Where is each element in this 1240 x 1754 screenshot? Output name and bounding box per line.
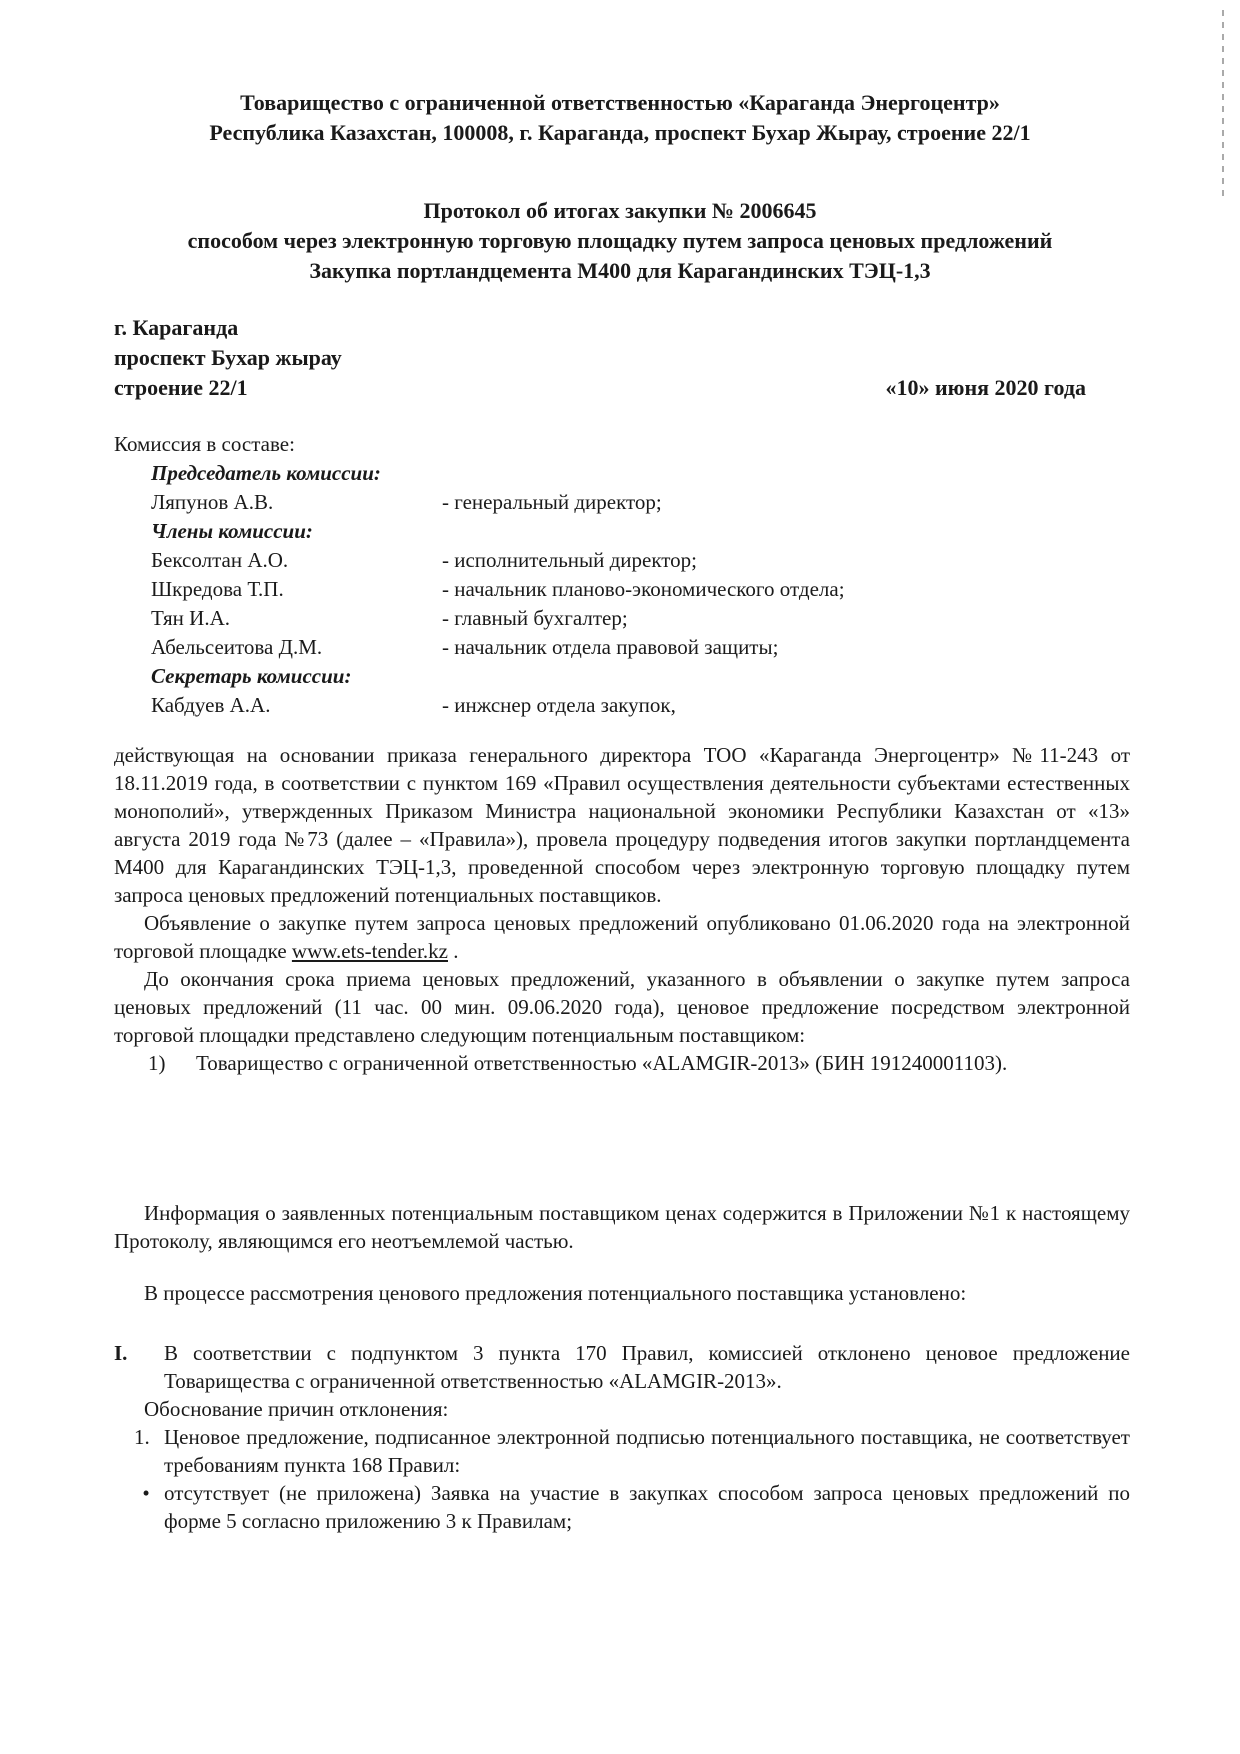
ets-tender-link[interactable]: www.ets-tender.kz — [291, 939, 448, 963]
reason-text: Ценовое предложение, подписанное электронной подписью потенциального поставщика, не соответствует требованиям пункта 168 Правил: — [164, 1425, 1130, 1477]
bullet-marker: • — [142, 1481, 150, 1505]
protocol-body-cont — [114, 1199, 1130, 1255]
organization-header — [100, 88, 1140, 148]
place-block — [114, 313, 342, 403]
announcement-paragraph — [114, 909, 1130, 965]
supplier-list-item — [148, 1049, 1130, 1077]
place-city: г. Караганда — [114, 315, 239, 340]
basis-paragraph: действующая на основании приказа генерального директора ТОО «Караганда Энергоцентр» №11-243 от 18.11.2019 года, в соответствии с пунктом 169 «Правил осуществления деятельности субъектами естественных монополий», утвержденных Приказом Министра национальной экономики Республики Казахстан от «13» августа 2019 года №73 (далее – «Правила»), провела процедуру подведения итогов закупки портландцемента М400 для Карагандинских ТЭЦ-1,3, проведенной способом через электронную торговую площадку путем запроса ценовых предложений потенциальных поставщиков. — [114, 743, 1130, 907]
organization-name: Товарищество с ограниченной ответственностью «Караганда Энергоцентр» — [240, 90, 1000, 115]
protocol-title: Протокол об итогах закупки № 2006645 — [423, 198, 817, 223]
member-position: - главный бухгалтер; — [442, 606, 628, 630]
commission-member-row — [114, 546, 845, 575]
member-name: Шкредова Т.П. — [151, 577, 284, 601]
commission-title: Комиссия в составе: — [114, 432, 295, 456]
bullet-item — [114, 1479, 1130, 1535]
place-building: строение 22/1 — [114, 375, 248, 400]
chair-label: Председатель комиссии: — [151, 461, 381, 485]
commission-member-row — [114, 691, 845, 720]
protocol-body — [114, 741, 1130, 1077]
reason-item — [114, 1423, 1130, 1479]
member-name: Бексолтан А.О. — [151, 548, 289, 572]
protocol-header — [100, 196, 1140, 286]
section-item — [114, 1339, 1130, 1395]
protocol-date: «10» июня 2020 года — [885, 375, 1086, 400]
rejection-section — [114, 1339, 1130, 1535]
supplier-number: 1) — [148, 1051, 166, 1075]
announcement-end: . — [448, 939, 459, 963]
organization-address: Республика Казахстан, 100008, г. Караганда, проспект Бухар Жырау, строение 22/1 — [209, 120, 1031, 145]
commission-block — [114, 430, 845, 720]
commission-member-row — [114, 604, 845, 633]
commission-member-row — [114, 633, 845, 662]
reason-number: 1. — [134, 1425, 150, 1449]
protocol-subject: Закупка портландцемента М400 для Карагандинских ТЭЦ-1,3 — [309, 258, 931, 283]
bullet-text: отсутствует (не приложена) Заявка на участие в закупках способом запроса ценовых предложений по форме 5 согласно приложению 3 к Правилам; — [164, 1481, 1130, 1533]
section-text: В соответствии с подпунктом 3 пункта 170 Правил, комиссией отклонено ценовое предложение Товарищества с ограниченной ответственностью «ALAMGIR-2013». — [164, 1341, 1130, 1393]
member-position: - генеральный директор; — [442, 490, 662, 514]
member-name: Ляпунов А.В. — [151, 490, 274, 514]
place-street: проспект Бухар жырау — [114, 345, 342, 370]
member-name: Кабдуев А.А. — [151, 693, 271, 717]
protocol-method: способом через электронную торговую площадку путем запроса ценовых предложений — [187, 228, 1053, 253]
price-info-paragraph: Информация о заявленных потенциальным поставщиком ценах содержится в Приложении №1 к настоящему Протоколу, являющимся его неотъемлемой частью. — [114, 1201, 1130, 1253]
member-name: Тян И.А. — [151, 606, 231, 630]
commission-member-row — [114, 575, 845, 604]
section-number: I. — [114, 1341, 128, 1365]
review-intro — [114, 1279, 1130, 1307]
supplier-name: Товарищество с ограниченной ответственностью «ALAMGIR-2013» (БИН 191240001103). — [196, 1051, 1008, 1075]
member-name: Абельсеитова Д.М. — [151, 635, 323, 659]
secretary-label: Секретарь комиссии: — [151, 664, 352, 688]
announcement-text: Объявление о закупке путем запроса ценовых предложений опубликовано 01.06.2020 года на электронной торговой площадке — [114, 911, 1130, 963]
members-label: Члены комиссии: — [151, 519, 313, 543]
review-paragraph: В процессе рассмотрения ценового предложения потенциального поставщика установлено: — [144, 1281, 967, 1305]
submission-paragraph: До окончания срока приема ценовых предложений, указанного в объявлении о закупке путем запроса ценовых предложений (11 час. 00 мин. 09.06.2020 года), ценовое предложение посредством электронной торговой площадки представлено следующим потенциальным поставщиком: — [114, 967, 1130, 1047]
scan-edge-mark — [1222, 10, 1224, 200]
reason-title: Обоснование причин отклонения: — [144, 1397, 449, 1421]
member-position: - инжснер отдела закупок, — [442, 693, 676, 717]
member-position: - начальник отдела правовой защиты; — [442, 635, 779, 659]
commission-member-row — [114, 488, 845, 517]
member-position: - начальник планово-экономического отдела; — [442, 577, 845, 601]
member-position: - исполнительный директор; — [442, 548, 698, 572]
